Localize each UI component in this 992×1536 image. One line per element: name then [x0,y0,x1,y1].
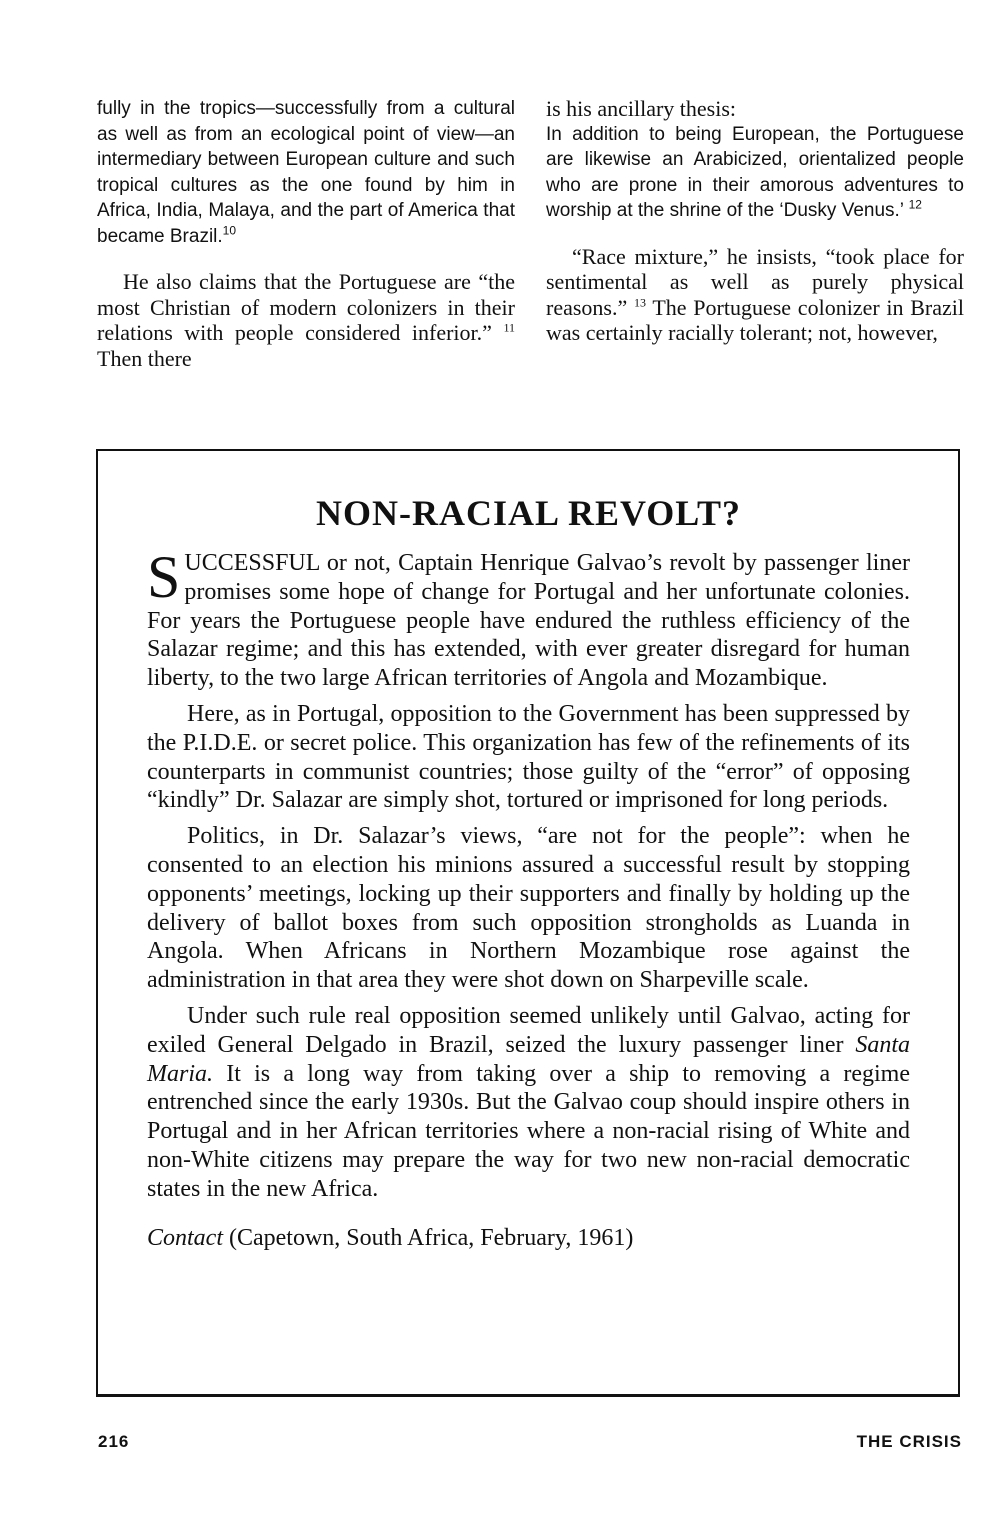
footnote-ref-11: 11 [503,320,516,335]
source-citation [147,1224,910,1253]
box-paragraph-4 [147,1002,910,1204]
source-details: (Capetown, South Africa, February, 1961) [223,1224,634,1251]
box-paragraph-2: Here, as in Portugal, opposition to the Government has been suppressed by the P.I.D.E. or secret police. This organization has few of the refinements of its counterparts in communist countries; those guilty of the “error” of opposing “kindly” Dr. Salazar are simply shot, tortured or imprisoned for long periods. [147,700,910,814]
left-p1-text: fully in the tropics—successfully from a cultural as well as from an ecological point of view—an intermediary between European culture and such tropical cultures as the one found by him in Africa, India, Malaya, and the part of America that became Brazil. [97,98,515,247]
left-column [97,96,515,371]
footnote-ref-12: 12 [908,197,922,212]
block-quote-text: In addition to being European, the Portuguese are likewise an Arabicized, orientalized people who are prone in their amorous adventures to worship at the shrine of the ‘Dusky Venus.’ [546,123,964,221]
box-paragraph-3: Politics, in Dr. Salazar’s views, “are not for the people”: when he consented to an election his minions assured a successful result by stopping opponents’ meetings, locking up their supporters and finally by holding up the delivery of ballot boxes from such opposition strongholds as Luanda in Angola. When Africans in Northern Mozambique rose against the administration in that area they were shot down on Sharpeville scale. [147,823,910,994]
right-column [546,96,964,346]
right-p2-text-a: “Race mixture,” he insists, “took place for sentimental as well as purely physical reasons.” [546,243,964,320]
right-p2-text-b: The Portuguese colonizer in Brazil was certainly racially tolerant; not, however, [546,294,965,345]
left-p2-tail: Then there [97,345,192,371]
footnote-ref-13: 13 [634,295,646,310]
drop-cap: S [147,544,181,610]
lead-caps: UCCESSFUL [184,550,320,576]
box-paragraph-1 [147,544,910,693]
sidebar-box [96,449,960,1397]
right-paragraph-2 [546,244,964,346]
page-number: 216 [98,1432,130,1451]
box-p4-text-b: It is a long way from taking over a ship to removing a regime entrenched since the early 1930s. But the Galvao coup should inspire others in Portugal and in her African territories where a non-racial rising of White and non-White citizens may prepare the way for two new non-racial democratic states in the new Africa. [147,1060,910,1202]
box-body [147,544,910,1252]
box-title: NON-RACIAL REVOLT? [315,493,742,533]
running-head: THE CRISIS [856,1432,962,1451]
block-quote [546,122,964,224]
left-paragraph-2 [97,269,515,371]
left-p2-text: He also claims that the Portuguese are “the most Christian of modern colonizers in their relations with people considered inferior.” [97,269,515,345]
footnote-ref-10: 10 [222,223,237,238]
box-p1-text: or not, Captain Henrique Galvao’s revolt by passenger liner promises some hope of change for Portugal and her unfortunate colonies. For years the Portuguese people have endured the ruthless efficiency of the Salazar regime; and this has extended, with ever greater disregard for human liberty, to the two large African territories of Angola and Mozambique. [147,550,910,692]
ship-name: Santa Maria. [147,1031,910,1087]
left-paragraph-1 [97,96,515,249]
box-p4-text-a: Under such rule real opposition seemed unlikely until Galvao, acting for exiled General Delgado in Brazil, seized the luxury passenger liner [147,1002,910,1058]
right-paragraph-1: is his ancillary thesis: [546,96,737,121]
source-name: Contact [147,1224,223,1251]
